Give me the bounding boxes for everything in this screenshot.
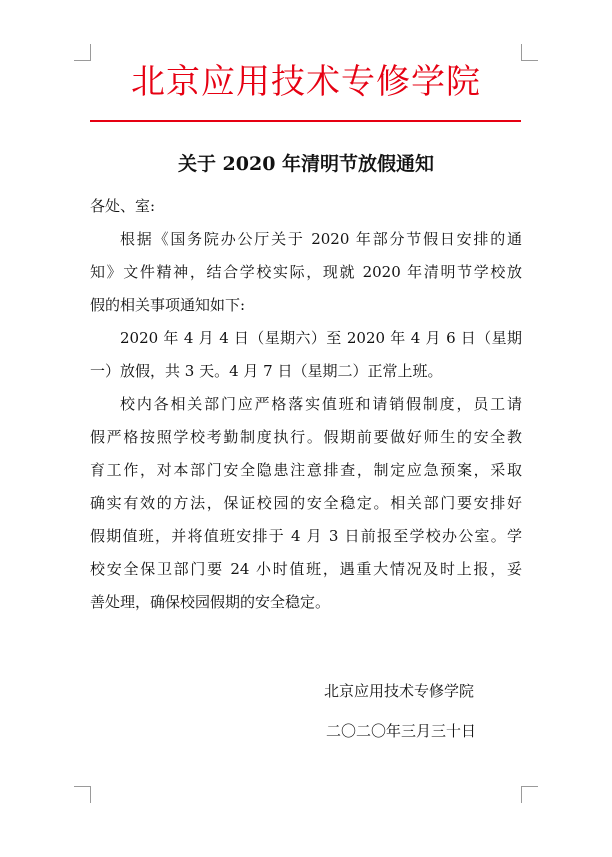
crop-mark-top-right — [521, 44, 538, 61]
paragraph-line: 校安全保卫部门要 24 小时值班，遇重大情况及时上报，妥 — [90, 560, 522, 578]
letterhead-red-rule — [90, 120, 521, 122]
signature-date: 二〇二〇年三月三十日 — [326, 722, 477, 740]
salutation: 各处、室: — [90, 197, 156, 215]
paragraph-line: 善处理，确保校园假期的安全稳定。 — [90, 593, 331, 611]
paragraph-line: 假严格按照学校考勤制度执行。假期前要做好师生的安全教 — [90, 428, 522, 446]
paragraph-line: 一）放假，共 3 天。4 月 7 日（星期二）正常上班。 — [90, 362, 443, 380]
signature-org: 北京应用技术专修学院 — [324, 682, 475, 700]
paragraph-line: 根据《国务院办公厅关于 2020 年部分节假日安排的通 — [120, 230, 522, 248]
crop-mark-bottom-left — [74, 786, 91, 803]
document-body — [90, 190, 522, 619]
paragraph-1 — [90, 223, 522, 322]
document-title: 关于 2020 年清明节放假通知 — [177, 153, 435, 175]
paragraph-line: 确实有效的方法，保证校园的安全稳定。相关部门要安排好 — [90, 494, 522, 512]
paragraph-line: 假期值班，并将值班安排于 4 月 3 日前报至学校办公室。学 — [90, 527, 522, 545]
paragraph-line: 校内各相关部门应严格落实值班和请销假制度，员工请 — [120, 395, 522, 413]
crop-mark-bottom-right — [521, 786, 538, 803]
crop-mark-top-left — [74, 44, 91, 61]
paragraph-3 — [90, 388, 522, 619]
paragraph-line: 假的相关事项通知如下: — [90, 296, 246, 314]
letterhead-org-name: 北京应用技术专修学院 — [131, 62, 481, 102]
paragraph-line: 2020 年 4 月 4 日（星期六）至 2020 年 4 月 6 日（星期 — [120, 329, 522, 347]
paragraph-line: 育工作，对本部门安全隐患注意排查，制定应急预案，采取 — [90, 461, 522, 479]
paragraph-line: 知》文件精神，结合学校实际，现就 2020 年清明节学校放 — [90, 263, 522, 281]
paragraph-2 — [90, 322, 522, 388]
